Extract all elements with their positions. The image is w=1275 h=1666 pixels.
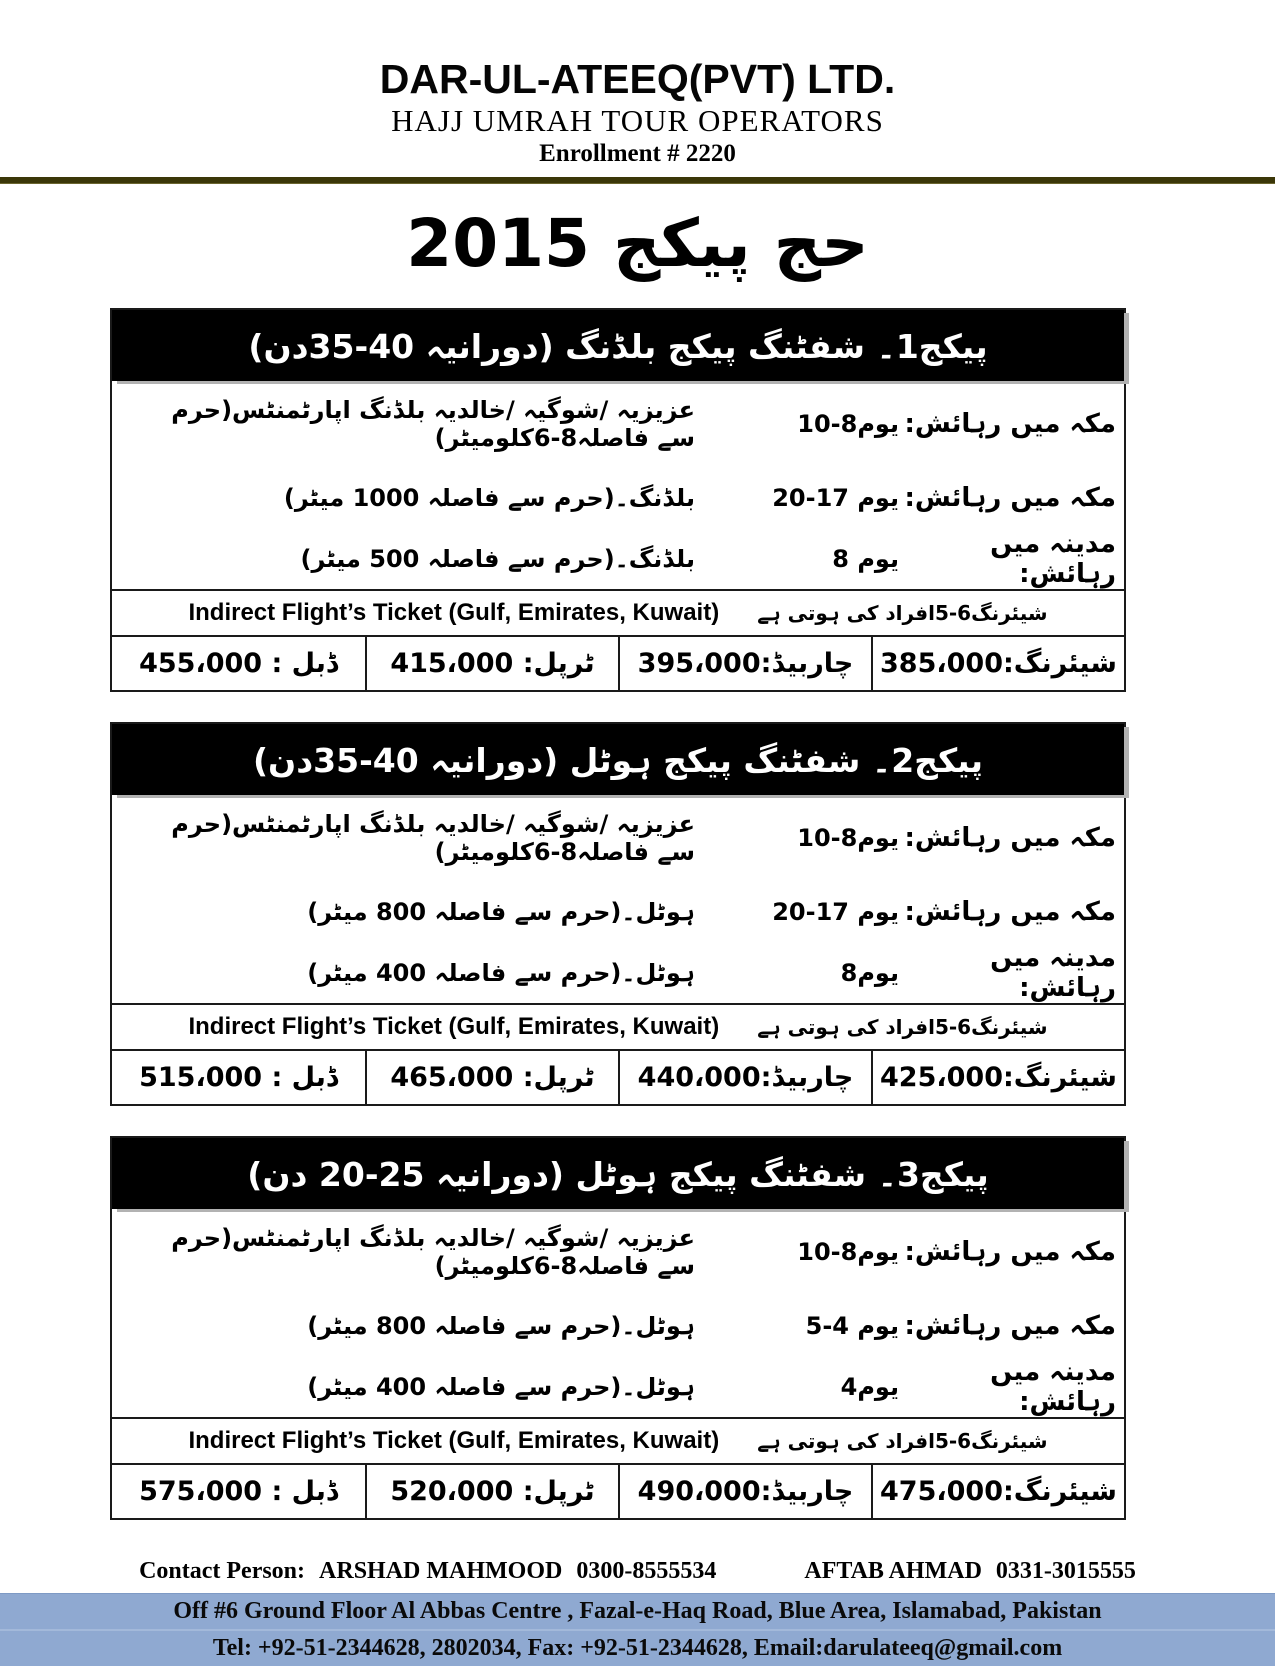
row-description: ہوٹل۔(حرم سے فاصلہ 400 میٹر) bbox=[307, 1372, 695, 1401]
package-2-heading: پیکج2۔ شفٹنگ پیکج ہوٹل (دورانیہ 40-35دن) bbox=[112, 724, 1124, 795]
row-description: عزیزیہ /شوگیہ /خالدیہ بلڈنگ اپارٹمنٹس(حرم سے فاصلہ8-6کلومیٹر) bbox=[171, 1223, 695, 1280]
price-cell-triple: ٹرپل: 465،000 bbox=[365, 1051, 618, 1104]
price-cell-triple: ٹرپل: 520،000 bbox=[365, 1465, 618, 1518]
flight-ticket-row bbox=[112, 1003, 1124, 1049]
company-name: DAR-UL-ATEEQ(PVT) LTD. bbox=[379, 56, 896, 102]
contact-phone-2: 0331-3015555 bbox=[995, 1557, 1136, 1584]
row-duration: 20-17 یوم bbox=[772, 897, 899, 926]
row-description: عزیزیہ /شوگیہ /خالدیہ بلڈنگ اپارٹمنٹس(حرم سے فاصلہ8-6کلومیٹر) bbox=[171, 395, 695, 452]
row-duration: 20-17 یوم bbox=[772, 483, 899, 512]
price-row bbox=[112, 1049, 1124, 1104]
telfax-line: Tel: +92-51-2344628, 2802034, Fax: +92-51-2344628, Email:darulateeq@gmail.com bbox=[0, 1629, 1275, 1666]
row-duration: 4یوم bbox=[840, 1372, 899, 1401]
package-1-heading: پیکج1۔ شفٹنگ پیکج بلڈنگ (دورانیہ 40-35دن) bbox=[112, 310, 1124, 381]
row-label: مدینہ میں رہائش: bbox=[990, 1356, 1116, 1417]
sharing-note: شیئرنگ6-5افراد کی ہوتی ہے bbox=[757, 600, 1048, 625]
price-cell-quad: چاربیڈ:395،000 bbox=[618, 637, 871, 690]
row-label: مدینہ میں رہائش: bbox=[990, 528, 1116, 589]
row-description: عزیزیہ /شوگیہ /خالدیہ بلڈنگ اپارٹمنٹس(حرم سے فاصلہ8-6کلومیٹر) bbox=[171, 809, 695, 866]
table-row bbox=[112, 943, 1124, 1003]
flight-ticket-text: Indirect Flight’s Ticket (Gulf, Emirates, Kuwait) bbox=[188, 1012, 720, 1040]
contact-label: Contact Person: bbox=[139, 1557, 306, 1584]
row-duration: 10-8یوم bbox=[797, 409, 899, 438]
row-label: مکہ میں رہائش: bbox=[904, 1236, 1116, 1267]
contact-name-1: ARSHAD MAHMOOD bbox=[319, 1557, 563, 1584]
contact-phone-1: 0300-8555534 bbox=[576, 1557, 717, 1584]
footer-contact bbox=[0, 1558, 1275, 1585]
price-cell-double: ڈبل : 455،000 bbox=[139, 647, 338, 679]
package-table-2 bbox=[110, 722, 1126, 1106]
sharing-note: شیئرنگ6-5افراد کی ہوتی ہے bbox=[757, 1428, 1048, 1453]
table-row bbox=[112, 1295, 1124, 1357]
price-cell-sharing: شیئرنگ:385،000 bbox=[871, 637, 1124, 690]
table-row bbox=[112, 881, 1124, 943]
package-3-heading: پیکج3۔ شفٹنگ پیکج ہوٹل (دورانیہ 25-20 دن) bbox=[112, 1138, 1124, 1209]
price-cell-sharing: شیئرنگ:475،000 bbox=[871, 1465, 1124, 1518]
package-table-3 bbox=[110, 1136, 1126, 1520]
row-label: مکہ میں رہائش: bbox=[904, 408, 1116, 439]
contact-name-2: AFTAB AHMAD bbox=[804, 1557, 982, 1584]
price-cell-triple: ٹرپل: 415،000 bbox=[365, 637, 618, 690]
row-label: مکہ میں رہائش: bbox=[904, 896, 1116, 927]
row-description: ہوٹل۔(حرم سے فاصلہ 400 میٹر) bbox=[307, 958, 695, 987]
flight-ticket-text: Indirect Flight’s Ticket (Gulf, Emirates, Kuwait) bbox=[188, 1426, 720, 1454]
address-line: Off #6 Ground Floor Al Abbas Centre , Fazal-e-Haq Road, Blue Area, Islamabad, Pakistan bbox=[173, 1597, 1102, 1624]
company-subtitle: HAJJ UMRAH TOUR OPERATORS bbox=[391, 103, 884, 139]
price-cell-double: ڈبل : 575،000 bbox=[139, 1475, 338, 1507]
row-label: مکہ میں رہائش: bbox=[904, 822, 1116, 853]
row-label: مدینہ میں رہائش: bbox=[990, 942, 1116, 1003]
table-row bbox=[112, 529, 1124, 589]
row-description: ہوٹل۔(حرم سے فاصلہ 800 میٹر) bbox=[307, 897, 695, 926]
price-row bbox=[112, 1463, 1124, 1518]
price-cell-sharing: شیئرنگ:425،000 bbox=[871, 1051, 1124, 1104]
row-duration: 10-8یوم bbox=[797, 823, 899, 852]
row-label: مکہ میں رہائش: bbox=[904, 1310, 1116, 1341]
price-cell-quad: چاربیڈ:440،000 bbox=[618, 1051, 871, 1104]
enrollment-number: Enrollment # 2220 bbox=[539, 140, 736, 168]
row-description: ہوٹل۔(حرم سے فاصلہ 800 میٹر) bbox=[307, 1311, 695, 1340]
row-duration: 8یوم bbox=[840, 958, 899, 987]
address-band bbox=[0, 1593, 1275, 1666]
row-duration: 5-4 یوم bbox=[805, 1311, 899, 1340]
flight-ticket-row bbox=[112, 1417, 1124, 1463]
row-duration: 10-8یوم bbox=[797, 1237, 899, 1266]
letterhead bbox=[0, 58, 1275, 168]
table-row bbox=[112, 795, 1124, 881]
price-cell-quad: چاربیڈ:490،000 bbox=[618, 1465, 871, 1518]
price-cell-double: ڈبل : 515،000 bbox=[139, 1061, 338, 1093]
flight-ticket-row bbox=[112, 589, 1124, 635]
row-label: مکہ میں رہائش: bbox=[904, 482, 1116, 513]
table-row bbox=[112, 1357, 1124, 1417]
table-row bbox=[112, 1209, 1124, 1295]
row-duration: 8 یوم bbox=[832, 544, 899, 573]
page-title: حج پیکج 2015 bbox=[406, 205, 869, 283]
package-table-1 bbox=[110, 308, 1126, 692]
table-row bbox=[112, 467, 1124, 529]
price-row bbox=[112, 635, 1124, 690]
sharing-note: شیئرنگ6-5افراد کی ہوتی ہے bbox=[757, 1014, 1048, 1039]
row-description: بلڈنگ۔(حرم سے فاصلہ 500 میٹر) bbox=[300, 544, 695, 573]
header-rule bbox=[0, 177, 1275, 184]
table-row bbox=[112, 381, 1124, 467]
flight-ticket-text: Indirect Flight’s Ticket (Gulf, Emirates, Kuwait) bbox=[188, 598, 720, 626]
row-description: بلڈنگ۔(حرم سے فاصلہ 1000 میٹر) bbox=[283, 483, 695, 512]
